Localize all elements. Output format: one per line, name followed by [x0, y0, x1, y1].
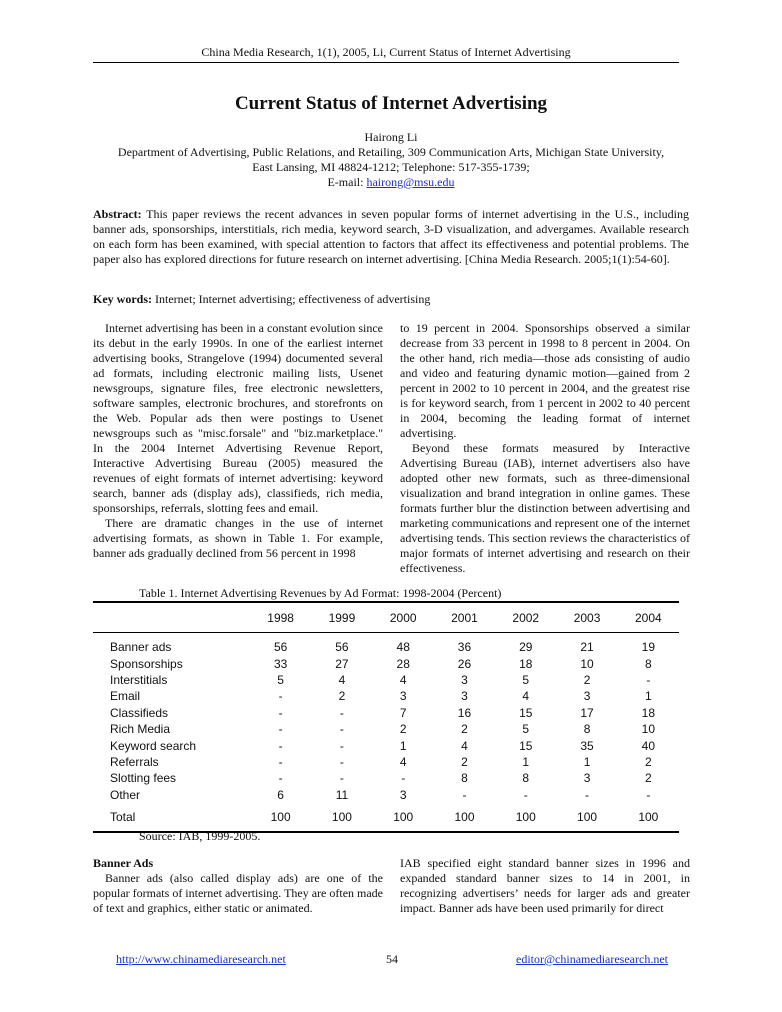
total-cell: 100 [250, 803, 311, 832]
banner-right-column [400, 856, 690, 916]
table-cell: 15 [519, 738, 533, 753]
author-email-link[interactable]: hairong@msu.edu [366, 175, 455, 189]
table-cell: 1 [399, 738, 407, 753]
total-cell: 100 [495, 803, 556, 832]
table-source: Source: IAB, 1999-2005. [139, 829, 261, 843]
table-cell: - [339, 754, 344, 769]
table-cell: 56 [335, 640, 349, 655]
table-cell: 36 [457, 640, 472, 655]
table-cell: 3 [583, 689, 591, 704]
table-cell: - [339, 722, 344, 737]
table-cell: 11 [335, 787, 349, 802]
table-cell: 6 [277, 787, 284, 802]
table-cell: 4 [399, 754, 407, 769]
body-paragraph: Banner ads (also called display ads) are one of the popular formats of internet advertising. They are often made of text and graphics, either static or animated. [93, 871, 384, 915]
body-right-column [400, 321, 690, 576]
abstract-label: Abstract: [93, 207, 142, 221]
table-cell: 10 [580, 656, 594, 671]
footer-website-link[interactable]: http://www.chinamediaresearch.net [116, 952, 286, 966]
body-paragraph: Beyond these formats measured by Interactive Advertising Bureau (IAB), internet advertisers also have adopted other new formats, such as three-dimensional visualization and brand integration in online games. These formats further blur the distinction between advertising and marketing communications and represent one of the internet advertising tends. This section reviews the characteristics of major formats of internet advertising and research on their effectiveness. [400, 441, 690, 575]
table-cell: 7 [399, 705, 407, 720]
table-cell: 56 [273, 640, 288, 655]
keywords-label: Key words: [93, 292, 152, 306]
table-cell: 8 [522, 771, 530, 786]
banner-left-column [93, 871, 383, 916]
table-cell: 35 [580, 738, 594, 753]
table-cell: - [278, 705, 283, 720]
row-label: Referrals [110, 754, 159, 769]
table-row [93, 688, 679, 704]
table-cell: 33 [273, 656, 288, 671]
year-header: 2002 [495, 602, 556, 633]
table-cell: 4 [522, 689, 530, 704]
author-name: Hairong Li [364, 130, 418, 144]
table-row [93, 754, 679, 770]
table-header-blank [93, 602, 250, 633]
row-label: Rich Media [110, 722, 171, 737]
author-affiliation-line2: East Lansing, MI 48824-1212; Telephone: 517-355-1739; [252, 160, 530, 174]
table-cell: - [523, 787, 528, 802]
table-cell: 21 [580, 640, 594, 655]
table-cell: 3 [461, 689, 468, 704]
table-cell: 16 [457, 705, 472, 720]
table-cell: 17 [580, 705, 594, 720]
table-cell: - [278, 738, 283, 753]
author-email-line [93, 175, 689, 190]
year-header: 2003 [556, 602, 617, 633]
table-cell: 3 [399, 689, 407, 704]
table-cell: 40 [641, 738, 656, 753]
table-cell: 48 [396, 640, 410, 655]
table-cell: 26 [457, 656, 472, 671]
table-cell: - [646, 787, 651, 802]
table-cell: - [585, 787, 590, 802]
total-cell: 100 [618, 803, 679, 832]
paper-title: Current Status of Internet Advertising [234, 93, 548, 114]
table-cell: 4 [399, 672, 407, 687]
table-cell: - [278, 754, 283, 769]
table-cell: - [401, 771, 406, 786]
running-header: China Media Research, 1(1), 2005, Li, Current Status of Internet Advertising [201, 45, 571, 59]
table-cell: 2 [338, 689, 346, 704]
table-cell: - [646, 672, 651, 687]
row-label: Other [110, 787, 141, 802]
body-paragraph: Internet advertising has been in a constant evolution since its debut in the early 1990s. In one of the earliest internet advertising books, Strangelove (1994) documented several ad formats, including electronic mailing lists, Usenet newsgroups, signature files, free electronic newsletters, software samples, electronic brochures, and storefronts on the Web. Popular ads then were postings to Usenet newsgroups such as "misc.forsale" and "biz.marketplace." In the 2004 Internet Advertising Revenue Report, Interactive Advertising Bureau (2005) measured the revenues of eight formats of internet advertising: keyword search, banner ads (display ads), classifieds, rich media, sponsorships, referrals, slotting fees and email. [93, 321, 383, 515]
row-label: Keyword search [110, 738, 197, 753]
table-cell: 15 [519, 705, 533, 720]
table-cell: 19 [641, 640, 656, 655]
table-cell: 27 [335, 656, 349, 671]
table-cell: 1 [522, 754, 530, 769]
year-header: 2004 [618, 602, 679, 633]
table-cell: - [462, 787, 467, 802]
page-number: 54 [386, 952, 398, 966]
table-cell: - [278, 722, 283, 737]
table-cell: 3 [399, 787, 407, 802]
table-cell: - [339, 771, 344, 786]
footer-email-link[interactable]: editor@chinamediaresearch.net [516, 952, 668, 966]
total-cell: 100 [556, 803, 617, 832]
table-cell: - [339, 705, 344, 720]
row-label: Classifieds [110, 705, 169, 720]
table-cell: 2 [645, 754, 652, 769]
revenue-table [93, 601, 679, 833]
table-cell: 18 [519, 656, 533, 671]
table-row [93, 737, 679, 753]
year-header: 1998 [250, 602, 311, 633]
total-label: Total [93, 803, 250, 832]
email-label: E-mail: [327, 175, 367, 189]
table-cell: 8 [461, 771, 468, 786]
table-row [93, 787, 679, 803]
abstract [93, 207, 689, 267]
section-heading-banner-ads: Banner Ads [93, 856, 154, 870]
total-cell: 100 [311, 803, 372, 832]
table-cell: - [278, 771, 283, 786]
table-cell: 4 [338, 672, 346, 687]
table-cell: 5 [522, 672, 530, 687]
table-cell: 5 [522, 722, 530, 737]
row-label: Banner ads [110, 640, 172, 655]
body-left-column [93, 321, 383, 561]
table-cell: 8 [645, 656, 652, 671]
table-cell: 3 [583, 771, 591, 786]
header-divider [93, 62, 679, 63]
table-cell: 2 [461, 754, 468, 769]
body-paragraph: There are dramatic changes in the use of internet advertising formats, as shown in Table 1. For example, banner ads gradually declined from 56 percent in 1998 [93, 516, 383, 560]
body-paragraph: IAB specified eight standard banner sizes in 1996 and expanded standard banner sizes to 14 in 2001, in recognizing advertisers’ needs for larger ads and greater impact. Banner ads have been used primarily for direct [400, 856, 690, 915]
table-cell: 2 [645, 771, 652, 786]
keywords [93, 292, 689, 307]
table-cell: 28 [396, 656, 410, 671]
row-label: Email [110, 689, 141, 704]
row-label: Interstitials [110, 672, 168, 687]
table-cell: 2 [399, 722, 407, 737]
table-cell: 2 [583, 672, 591, 687]
table-cell: 29 [519, 640, 533, 655]
table-row [93, 770, 679, 786]
table-cell: 1 [583, 754, 591, 769]
table-row [93, 705, 679, 721]
author-affiliation-line1: Department of Advertising, Public Relations, and Retailing, 309 Communication Arts, Michigan State University, [117, 145, 665, 159]
row-label: Slotting fees [110, 771, 177, 786]
table-cell: 1 [645, 689, 652, 704]
table-cell: 10 [641, 722, 656, 737]
table-row [93, 633, 679, 656]
table-cell: - [339, 738, 344, 753]
table-cell: 4 [461, 738, 468, 753]
table-row [93, 672, 679, 688]
year-header: 1999 [311, 602, 372, 633]
table-row [93, 721, 679, 737]
table-cell: - [278, 689, 283, 704]
table-cell: 18 [641, 705, 656, 720]
table-cell: 3 [461, 672, 468, 687]
row-label: Sponsorships [110, 656, 183, 671]
abstract-text: This paper reviews the recent advances in seven popular forms of internet advertising in the U.S., including banner ads, sponsorships, interstitials, rich media, keyword search, 3-D visualization, and advergames. Available research on each form has been examined, with special attention to factors that affect its effectiveness and potential problems. The paper also has explored directions for future research on internet advertising. [China Media Research. 2005;1(1):54-60]. [93, 207, 689, 266]
table-row [93, 655, 679, 671]
table-total-row [93, 803, 679, 832]
year-header: 2000 [373, 602, 434, 633]
table-caption: Table 1. Internet Advertising Revenues by Ad Format: 1998-2004 (Percent) [139, 586, 502, 600]
keywords-text: Internet; Internet advertising; effectiveness of advertising [152, 292, 431, 306]
year-header: 2001 [434, 602, 495, 633]
table-cell: 5 [277, 672, 284, 687]
table-cell: 2 [461, 722, 468, 737]
table-cell: 8 [583, 722, 591, 737]
body-paragraph: to 19 percent in 2004. Sponsorships observed a similar decrease from 33 percent in 1998 to 8 percent in 2004. On the other hand, rich media—those ads consisting of audio and video and featuring dynamic motion—gained from 2 percent in 2002 to 10 percent in 2004, and the greatest rise is for keyword search, from 1 percent in 2002 to 40 percent in 2004, becoming the leading format of internet advertising. [400, 321, 690, 440]
table-header-row [93, 602, 679, 633]
author-block [93, 130, 689, 190]
total-cell: 100 [373, 803, 434, 832]
total-cell: 100 [434, 803, 495, 832]
